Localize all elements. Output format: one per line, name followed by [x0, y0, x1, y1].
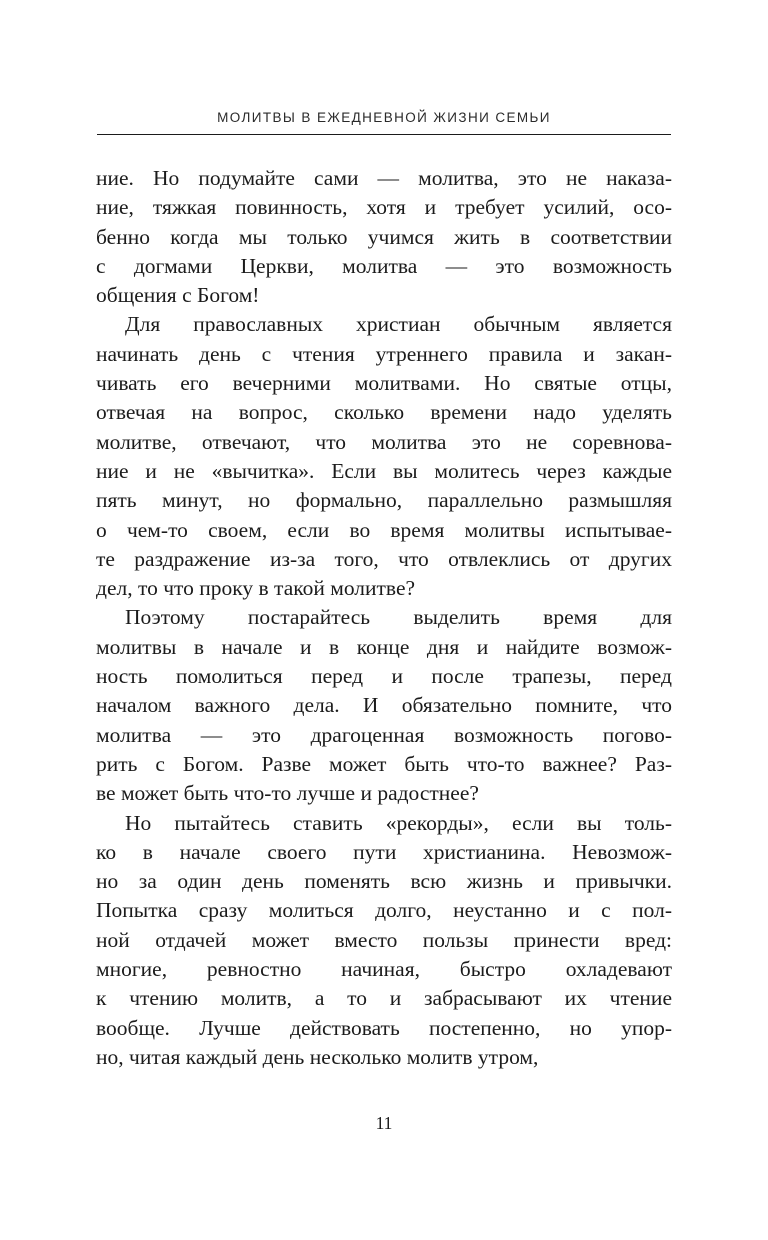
- text-line: те раздражение из-за того, что отвлеклись от других: [96, 546, 672, 571]
- text-line: о чем-то своем, если во время молитвы испытывае-: [96, 517, 672, 542]
- text-line: Для православных христиан обычным является: [125, 312, 672, 337]
- text-line: ной отдачей может вместо пользы принести вред:: [96, 927, 672, 952]
- text-line: Попытка сразу молиться долго, неустанно и с пол-: [96, 898, 672, 923]
- page-number: 11: [375, 1113, 393, 1133]
- text-line: к чтению молитв, а то и забрасывают их чтение: [96, 986, 672, 1011]
- text-line: Но пытайтесь ставить «рекорды», если вы толь-: [125, 810, 672, 835]
- text-line: пять минут, но формально, параллельно размышляя: [96, 488, 672, 513]
- text-line: бенно когда мы только учимся жить в соответствии: [96, 224, 672, 249]
- text-line: ние и не «вычитка». Если вы молитесь через каждые: [96, 458, 672, 483]
- text-line: ние, тяжкая повинность, хотя и требует усилий, осо-: [96, 195, 672, 220]
- text-line: многие, ревностно начиная, быстро охладевают: [96, 957, 672, 982]
- text-line: дел, то что проку в такой молитве?: [96, 576, 416, 601]
- text-line: но за один день поменять всю жизнь и привычки.: [96, 869, 672, 894]
- running-header: [97, 110, 671, 135]
- text-line: ко в начале своего пути христианина. Невозмож-: [96, 839, 672, 864]
- text-line: но, читая каждый день несколько молитв утром,: [96, 1044, 539, 1069]
- text-line: чивать его вечерними молитвами. Но святые отцы,: [96, 371, 672, 396]
- text-line: вообще. Лучше действовать постепенно, но упор-: [96, 1015, 672, 1040]
- text-line: общения с Богом!: [96, 283, 260, 308]
- text-line: Поэтому постарайтесь выделить время для: [125, 605, 672, 630]
- text-line: ность помолиться перед и после трапезы, перед: [96, 664, 672, 689]
- text-line: рить с Богом. Разве может быть что-то важнее? Раз-: [96, 751, 672, 776]
- text-line: начинать день с чтения утреннего правила и закан-: [96, 341, 672, 366]
- text-line: ние. Но подумайте сами — молитва, это не наказа-: [96, 166, 672, 190]
- page-body: [96, 164, 672, 1072]
- text-line: началом важного дела. И обязательно помните, что: [96, 693, 672, 718]
- text-line: отвечая на вопрос, сколько времени надо уделять: [96, 400, 672, 425]
- running-title: МОЛИТВЫ В ЕЖЕДНЕВНОЙ ЖИЗНИ СЕМЬИ: [217, 110, 551, 125]
- text-line: ве может быть что-то лучше и радостнее?: [96, 781, 479, 806]
- text-line: молитва — это драгоценная возможность погово-: [96, 722, 672, 747]
- text-line: молитвы в начале и в конце дня и найдите возмож-: [96, 634, 672, 659]
- header-rule: [97, 134, 671, 135]
- text-line: молитве, отвечают, что молитва это не соревнова-: [96, 429, 672, 454]
- text-line: с догмами Церкви, молитва — это возможность: [96, 253, 672, 278]
